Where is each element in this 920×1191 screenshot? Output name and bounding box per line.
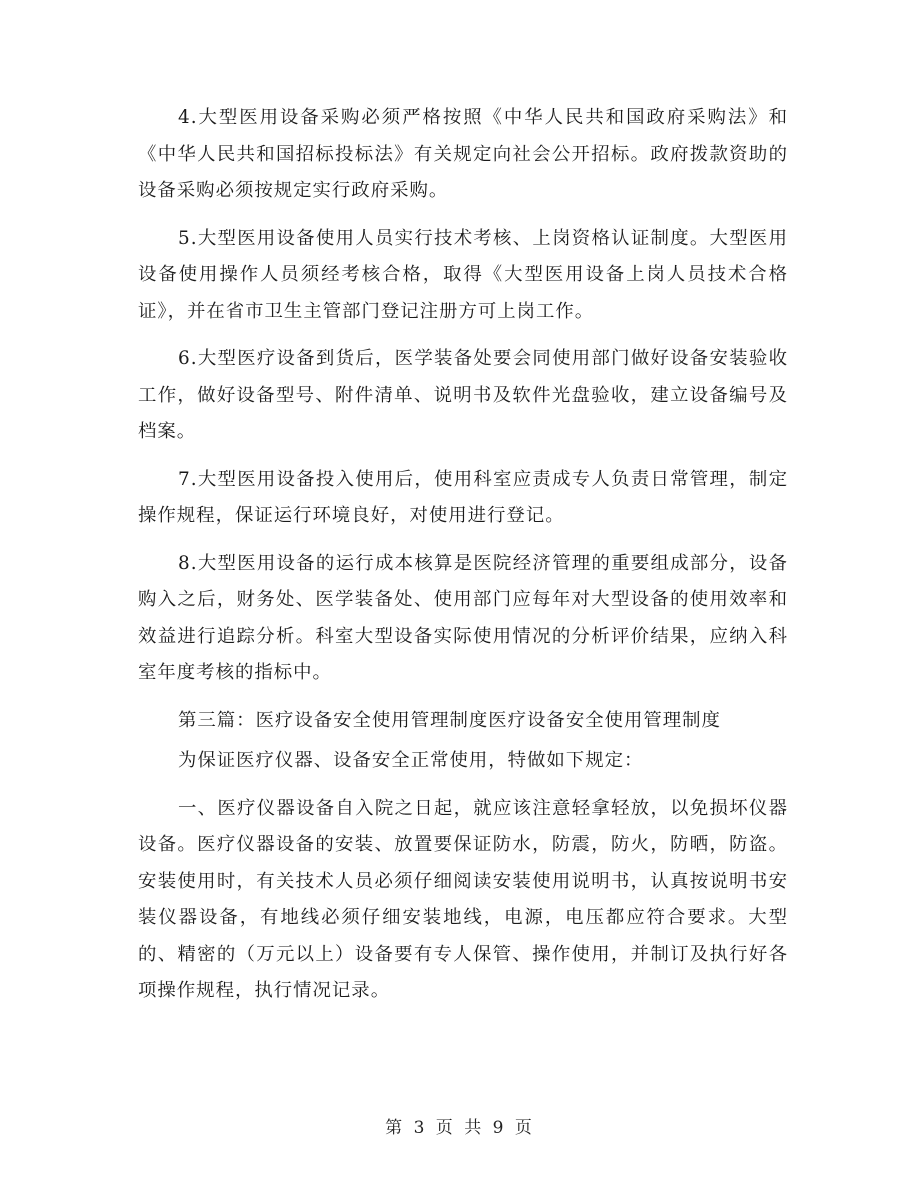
paragraph-item-6: 6.大型医疗设备到货后，医学装备处要会同使用部门做好设备安装验收工作，做好设备型号、附件清单、说明书及软件光盘验收，建立设备编号及档案。 xyxy=(138,348,788,442)
paragraph-item-4: 4.大型医用设备采购必须严格按照《中华人民共和国政府采购法》和《中华人民共和国招标投标法》有关规定向社会公开招标。政府拨款资助的设备采购必须按规定实行政府采购。 xyxy=(138,107,788,201)
section-intro: 为保证医疗仪器、设备安全正常使用，特做如下规定： xyxy=(178,750,644,771)
page-number: 第 3 页 共 9 页 xyxy=(385,1118,535,1138)
paragraph-item-8: 8.大型医用设备的运行成本核算是医院经济管理的重要组成部分，设备购入之后，财务处、医学装备处、使用部门应每年对大型设备的使用效率和效益进行追踪分析。科室大型设备实际使用情况的分析评价结果，应纳入科室年度考核的指标中。 xyxy=(138,552,788,683)
section-heading: 第三篇：医疗设备安全使用管理制度医疗设备安全使用管理制度 xyxy=(178,709,721,731)
document-body xyxy=(138,100,788,1021)
paragraph-item-5: 5.大型医用设备使用人员实行技术考核、上岗资格认证制度。大型医用设备使用操作人员须经考核合格，取得《大型医用设备上岗人员技术合格证》，并在省市卫生主管部门登记注册方可上岗工作。 xyxy=(138,227,788,322)
rule-item-1: 一、医疗仪器设备自入院之日起，就应该注意轻拿轻放，以免损坏仪器设备。医疗仪器设备的安装、放置要保证防水，防震，防火，防晒，防盗。安装使用时，有关技术人员必须仔细阅读安装使用说明书，认真按说明书安装仪器设备，有地线必须仔细安装地线，电源，电压都应符合要求。大型的、精密的（万元以上）设备要有专人保管、操作使用，并制订及执行好各项操作规程，执行情况记录。 xyxy=(138,797,788,1001)
paragraph-item-7: 7.大型医用设备投入使用后，使用科室应责成专人负责日常管理，制定操作规程，保证运行环境良好，对使用进行登记。 xyxy=(138,468,788,526)
